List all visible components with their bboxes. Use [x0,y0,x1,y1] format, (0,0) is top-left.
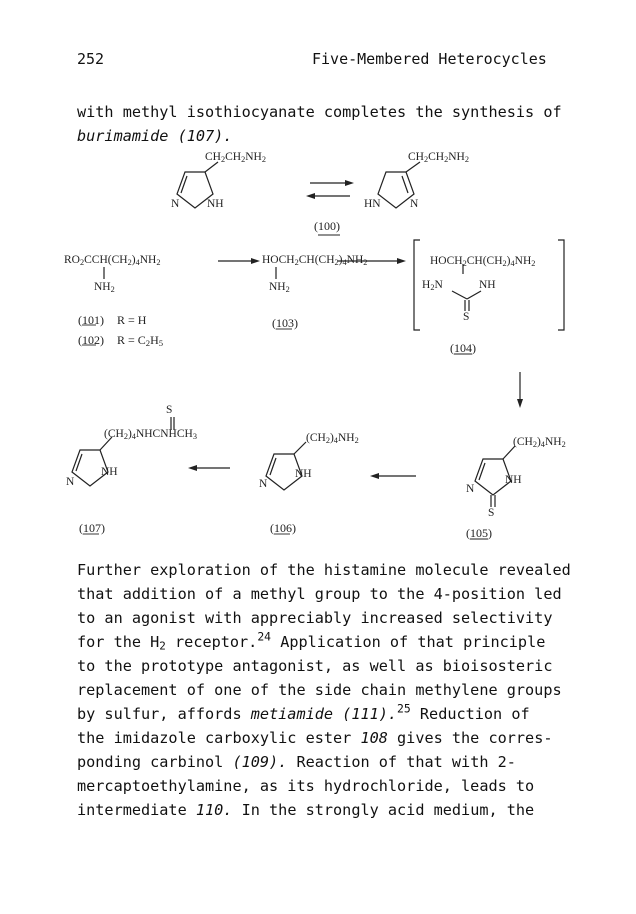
bracket-right [558,240,564,330]
ring-atom: NH [101,466,118,478]
body-line-7: by sulfur, affords metiamide (111).$^{25}$ Reduction of [77,701,530,723]
compound-label-107: (107) [79,521,105,535]
sulfur-104: S [463,311,470,323]
bracket-left [414,240,420,330]
sulfur-105: S [488,507,495,519]
ring-atom: N [66,476,75,488]
amine-101: $NH_2$ [94,281,115,295]
body-line-1: Further exploration of the histamine molecule revealed [77,561,571,579]
chain-107: $(CH_2)_4NHCNHCH_3$ [104,428,197,442]
ring-atom: NH [207,198,224,210]
compound-label-102: (102) [78,333,104,347]
intro-line-1: with methyl isothiocyanate completes the synthesis of [77,103,562,121]
compound-label-101: (101) [78,313,104,327]
body-line-4: for the $H_2$ receptor.$^{24}$ Application of that principle [77,629,546,653]
ring-atom: N [171,198,180,210]
nh-104: NH [479,279,496,291]
r-group-101: R = H [117,313,147,327]
body-line-3: to an agonist with appreciably increased selectivity [77,609,553,627]
body-line-9: ponding carbinol (109). Reaction of that with 2- [77,753,516,771]
ring-atom: N [259,478,268,490]
compound-name: burimamide [77,127,169,145]
chain-106: $(CH_2)_4NH_2$ [306,432,359,446]
compound-label-106: (106) [270,521,296,535]
compound-label-105: (105) [466,526,492,540]
chain-100-left: $CH_2CH_2NH_2$ [205,151,267,165]
compound-label-103: (103) [272,316,298,330]
formula-103: $HOCH_2CH(CH_2)_4NH_2$ [262,254,368,268]
ring-atom: HN [364,198,381,210]
equilibrium-arrows [310,183,350,196]
ring-atom: N [410,198,419,210]
imidazole-ring-106 [266,442,306,490]
body-line-11: intermediate 110. In the strongly acid medium, the [77,801,535,819]
running-title: Five-Membered Heterocycles [312,50,547,68]
formula-104: $HOCH_2CH(CH_2)_4NH_2$ [430,255,536,269]
r-group-102: $R = C_2H_5$ [117,333,164,349]
chain-100-right: $CH_2CH_2NH_2$ [408,151,470,165]
ring-atom: N [466,483,475,495]
footnote-ref-25: 25 [397,701,411,716]
body-line-6: replacement of one of the side chain methylene groups [77,681,562,699]
amine-103: $NH_2$ [269,281,290,295]
compound-label-104: (104) [450,341,476,355]
body-line-2: that addition of a methyl group to the 4-position led [77,585,562,603]
ring-atom: NH [505,474,522,486]
body-line-10: mercaptoethylamine, as its hydrochloride, leads to [77,777,535,795]
chain-105: $(CH_2)_4NH_2$ [513,436,566,450]
sulfur-107: S [166,404,173,416]
compound-ref: (107). [177,127,233,145]
compound-label-100: (100) [314,219,340,233]
formula-101: $RO_2CCH(CH_2)_4NH_2$ [64,254,161,268]
footnote-ref-24: 24 [257,629,272,644]
ring-atom: NH [295,468,312,480]
body-line-5: to the prototype antagonist, as well as bioisosteric [77,657,553,675]
body-line-8: the imidazole carboxylic ester 108 gives the corres- [77,729,553,747]
page-number: 252 [77,50,105,68]
amino-104: $H_2N$ [422,279,443,293]
